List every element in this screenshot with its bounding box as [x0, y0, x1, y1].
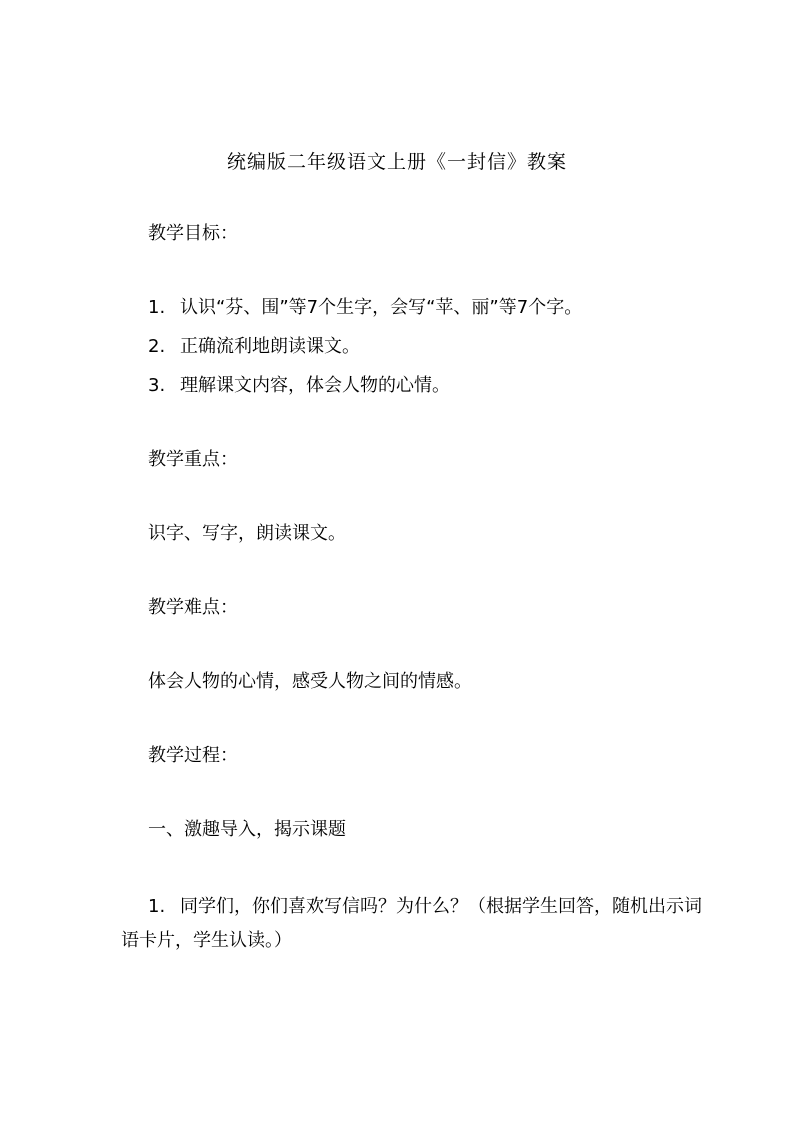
objectives-list	[148, 294, 708, 400]
section-one-heading: 一、激趣导入，揭示课题	[148, 819, 346, 840]
key-points-text: 识字、写字，朗读课文。	[148, 523, 346, 544]
step-one-text: 同学们，你们喜欢写信吗？为什么？（根据学生回答，随机出示词语卡片，学生认读。）	[121, 896, 702, 951]
objective-number: 1.	[148, 297, 166, 318]
objectives-heading: 教学目标：	[148, 223, 238, 244]
step-one-number: 1.	[148, 896, 166, 917]
objective-item-1	[148, 294, 708, 322]
step-one-paragraph	[121, 890, 711, 958]
objectives-section	[148, 220, 708, 844]
objective-number: 3.	[148, 375, 166, 396]
objective-number: 2.	[148, 336, 166, 357]
difficulties-text: 体会人物的心情，感受人物之间的情感。	[148, 671, 472, 692]
objective-text: 正确流利地朗读课文。	[180, 336, 360, 357]
objective-text: 认识“芬、围”等7个生字，会写“苹、丽”等7个字。	[180, 297, 583, 318]
document-title: 统编版二年级语文上册《一封信》教案	[226, 151, 567, 173]
objective-item-3	[148, 372, 708, 400]
objective-item-2	[148, 333, 708, 361]
process-heading: 教学过程：	[148, 745, 238, 766]
key-points-heading: 教学重点：	[148, 449, 238, 470]
difficulties-heading: 教学难点：	[148, 597, 238, 618]
objective-text: 理解课文内容，体会人物的心情。	[180, 375, 450, 396]
